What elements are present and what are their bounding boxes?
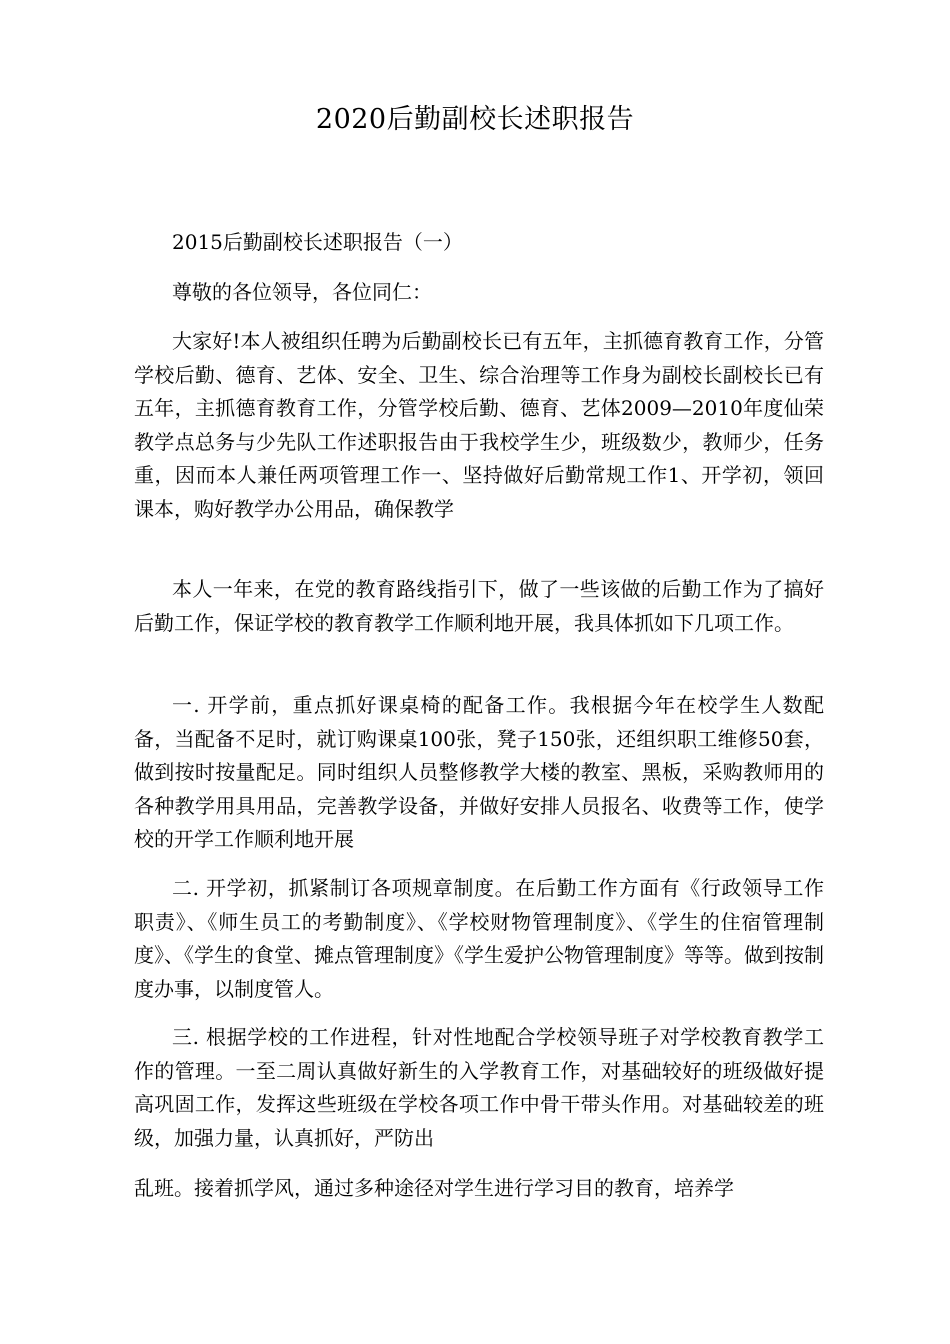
paragraph: 一. 开学前，重点抓好课桌椅的配备工作。我根据今年在校学生人数配备，当配备不足时，就订购课桌100张，凳子150张，还组织职工维修50套，做到按时按量配足。同时组织人员整修教学大楼的教室、黑板，采购教师用的各种教学用具用品，完善教学设备，并做好安排人员报名、收费等工作，使学校的开学工作顺利地开展 [134, 693, 824, 851]
greeting: 尊敬的各位领导，各位同仁： [172, 280, 432, 304]
paragraph-continued: 乱班。接着抓学风，通过多种途径对学生进行学习目的教育，培养学 [134, 1176, 734, 1200]
paragraph: 三. 根据学校的工作进程，针对性地配合学校领导班子对学校教育教学工作的管理。一至二周认真做好新生的入学教育工作，对基础较好的班级做好提高巩固工作，发挥这些班级在学校各项工作中骨干带头作用。对基础较差的班级，加强力量，认真抓好，严防出 [134, 1025, 824, 1150]
paragraph: 二. 开学初，抓紧制订各项规章制度。在后勤工作方面有《行政领导工作职责》、《师生员工的考勤制度》、《学校财物管理制度》、《学生的住宿管理制度》、《学生的食堂、摊点管理制度》《学生爱护公物管理制度》等等。做到按制度办事，以制度管人。 [134, 876, 824, 1001]
paragraph: 本人一年来，在党的教育路线指引下，做了一些该做的后勤工作为了搞好后勤工作，保证学校的教育教学工作顺利地开展，我具体抓如下几项工作。 [134, 577, 824, 635]
document-title: 2020后勤副校长述职报告 [315, 104, 635, 135]
paragraph: 大家好!本人被组织任聘为后勤副校长已有五年，主抓德育教育工作，分管学校后勤、德育、艺体、安全、卫生、综合治理等工作身为副校长副校长已有五年，主抓德育教育工作，分管学校后勤、德育、艺体2009—2010年度仙荣教学点总务与少先队工作述职报告由于我校学生少，班级数少，教师少，任务重，因而本人兼任两项管理工作一、坚持做好后勤常规工作1、开学初，领回课本，购好教学办公用品，确保教学 [134, 329, 824, 521]
report-subtitle: 2015后勤副校长述职报告（一） [172, 230, 463, 254]
